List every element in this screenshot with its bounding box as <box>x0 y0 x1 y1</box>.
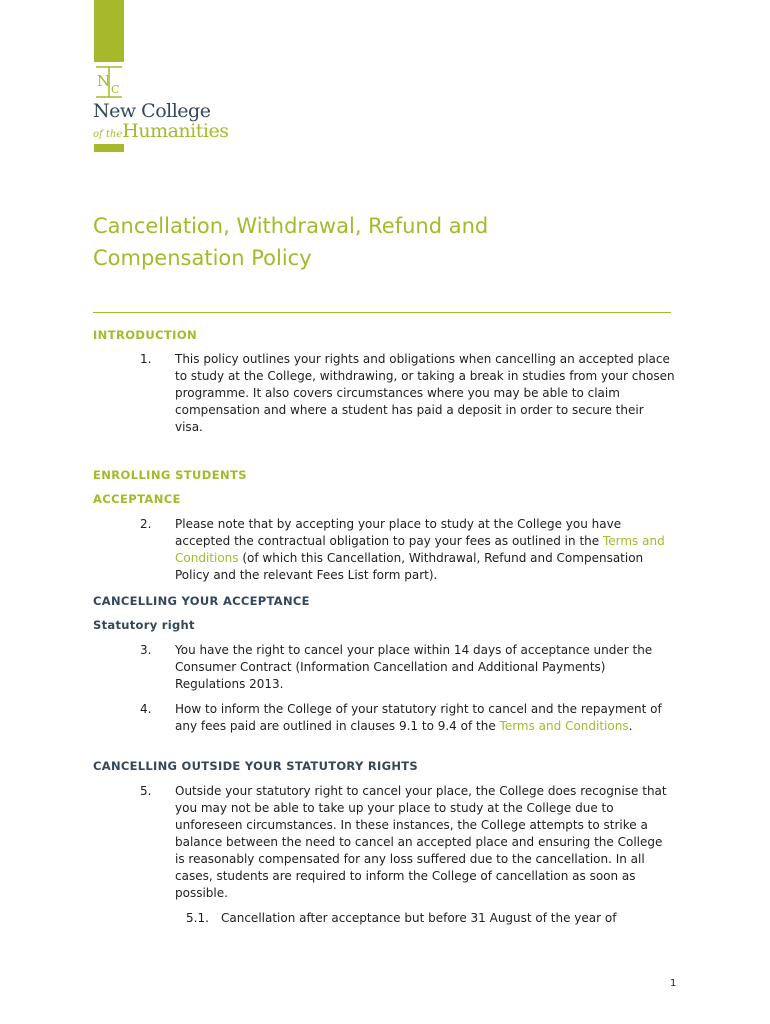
para-number-5: 5. <box>140 784 152 798</box>
heading-statutory-right: Statutory right <box>93 618 195 632</box>
para-number-2: 2. <box>140 517 152 531</box>
para-5-1: Cancellation after acceptance but before 31 August of the year of <box>221 911 617 925</box>
para-3: You have the right to cancel your place within 14 days of acceptance under the Consumer Contract (Information Cancellation and Additional Payments) Regulations 2013. <box>175 643 653 691</box>
heading-introduction: INTRODUCTION <box>93 328 198 342</box>
para-number-4: 4. <box>140 702 152 716</box>
para-number-5-1: 5.1. <box>186 911 209 925</box>
terms-conditions-link-2[interactable]: Terms and Conditions <box>499 719 629 733</box>
svg-text:N: N <box>97 72 111 90</box>
para-2-text-a: Please note that by accepting your place to study at the College you have accepted the contractual obligation to pay your fees as outlined in the <box>175 517 622 548</box>
title-divider <box>93 312 671 313</box>
logo-monogram <box>94 66 124 98</box>
page-title: Cancellation, Withdrawal, Refund and Compensation Policy <box>93 214 489 270</box>
heading-enrolling-students: ENROLLING STUDENTS <box>93 468 247 482</box>
logo-name-line2 <box>93 120 228 142</box>
para-4 <box>175 701 675 735</box>
svg-text:C: C <box>111 83 120 96</box>
heading-cancelling-outside: CANCELLING OUTSIDE YOUR STATUTORY RIGHTS <box>93 759 419 773</box>
logo-name-line1: New College <box>93 100 211 122</box>
terms-conditions-link[interactable]: Terms and Conditions <box>175 534 665 565</box>
para-2-text-b: (of which this Cancellation, Withdrawal, Refund and Compensation Policy and the relevant Fees List form part). <box>175 551 644 582</box>
page-number: 1 <box>670 978 677 989</box>
para-1: This policy outlines your rights and obligations when cancelling an accepted place to study at the College, withdrawing, or taking a break in studies from your chosen programme. It also covers circumstances where you may be able to claim compensation and where a student has paid a deposit in order to secure their visa. <box>175 352 675 434</box>
logo-bar-bottom <box>94 144 124 152</box>
heading-cancelling-acceptance: CANCELLING YOUR ACCEPTANCE <box>93 594 310 608</box>
para-4-text-a: How to inform the College of your statutory right to cancel and the repayment of any fees paid are outlined in clauses 9.1 to 9.4 of the <box>175 702 662 733</box>
logo-bar-top <box>94 0 124 62</box>
logo-humanities: Humanities <box>122 120 229 142</box>
para-number-1: 1. <box>140 352 152 366</box>
para-5: Outside your statutory right to cancel your place, the College does recognise that you may not be able to take up your place to study at the College due to unforeseen circumstances. In these instances, the College attempts to strike a balance between the need to cancel an accepted place and ensuring the College is reasonably compensated for any loss suffered due to the cancellation. In all cases, students are required to inform the College of cancellation as soon as possible. <box>175 784 667 900</box>
heading-acceptance: ACCEPTANCE <box>93 492 181 506</box>
para-2 <box>175 516 675 584</box>
para-number-3: 3. <box>140 643 152 657</box>
logo-of-the: of the <box>93 129 123 140</box>
para-4-text-b: . <box>628 719 633 733</box>
